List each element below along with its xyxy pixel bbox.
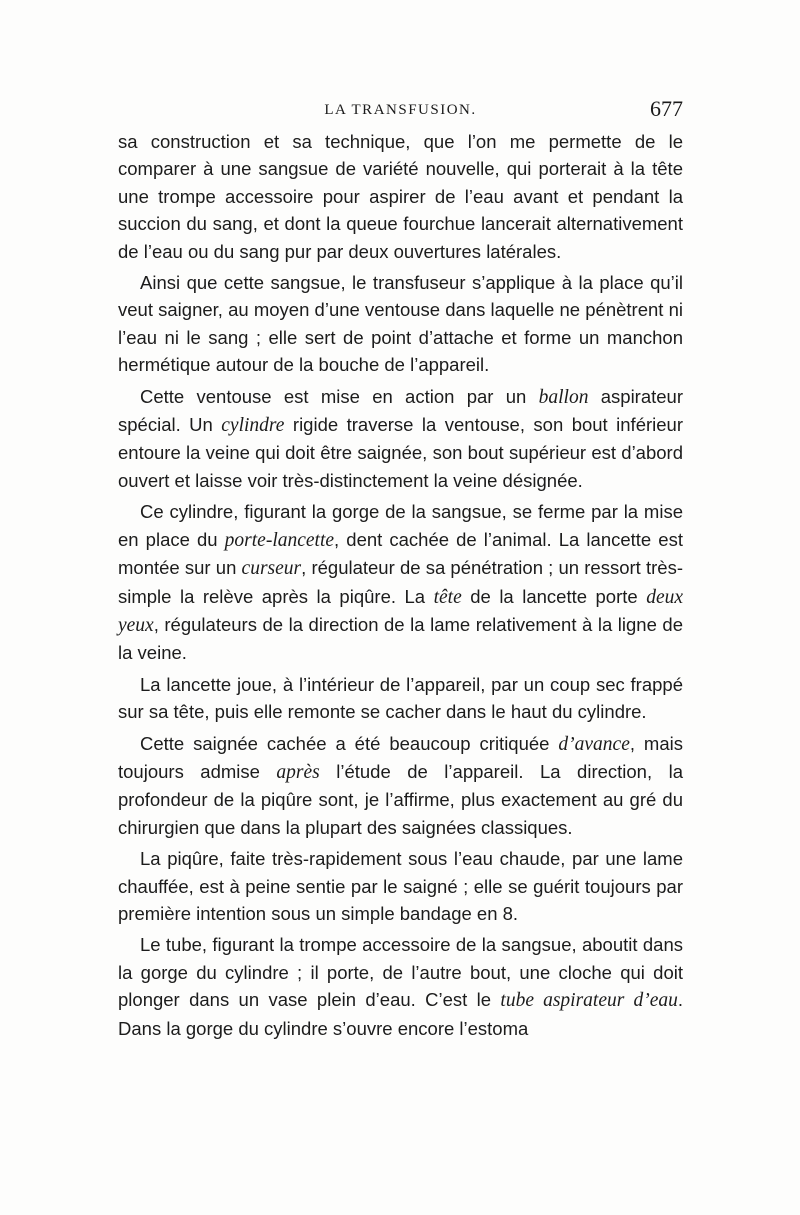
italic-term: après [276,761,320,783]
paragraph [118,269,683,379]
paragraph [118,845,683,927]
italic-term: porte-lancette [224,529,335,551]
text-run: sa construction et sa technique, que l’on me permette de le comparer à une sangsue de variété nouvelle, qui porterait à la tête une trompe accessoire pour aspirer de l’eau avant et pendant la succion du sang, et dont la queue fourchue lancerait alternativement de l’eau ou du sang pur par deux ouvertures latérales. [118,131,683,262]
italic-term: deux yeux [118,586,683,636]
paragraph [118,383,683,495]
italic-term: tube aspirateur d’eau [500,990,678,1012]
italic-term: cylindre [221,415,285,437]
paragraph [118,931,683,1042]
paragraph [118,671,683,726]
paragraph [118,498,683,666]
text-run: , régulateurs de la direction de la lame relativement à la ligne de la veine. [118,613,683,664]
page-header [118,96,683,126]
text-run: Ce cylindre, figurant la gorge de la sangsue, se ferme par la mise en place du [118,501,683,550]
paragraph [118,128,683,265]
italic-term: d’avance [558,733,630,755]
text-run: , mais toujours admise [118,732,683,782]
text-run: l’étude de l’appareil. La direction, la profondeur de la piqûre sont, je l’affirme, plus exactement au gré du chirurgien que dans la plupart des saignées classiques. [118,760,683,838]
body-text [118,128,683,1046]
running-title: LA TRANSFUSION. [324,102,477,118]
text-run: Cette saignée cachée a été beaucoup critiquée [140,732,559,754]
text-run: rigide traverse la ventouse, son bout inférieur entoure la veine qui doit être saignée, son bout supérieur est d’abord ouvert et laisse voir très-distinctement la veine désignée. [118,414,683,491]
text-run: Cette ventouse est mise en action par un [140,385,539,407]
text-run: , régulateur de sa pénétration ; un ressort très-simple la relève après la piqûre. La [118,557,683,607]
italic-term: curseur [241,558,302,580]
paragraph [118,730,683,842]
text-run: La piqûre, faite très-rapidement sous l’eau chaude, par une lame chauffée, est à peine sentie par le saigné ; elle se guérit toujours par première intention sous un simple bandage en 8. [118,848,683,924]
text-run: Le tube, figurant la trompe accessoire de la sangsue, aboutit dans la gorge du cylindre ; il porte, de l’autre bout, une cloche qui doit plonger dans un vase plein d’eau. C’est le [118,934,683,1011]
text-run: de la lancette porte [461,585,647,607]
italic-term: tête [433,586,462,608]
page-number: 677 [650,96,683,121]
italic-term: ballon [538,386,589,408]
text-run: La lancette joue, à l’intérieur de l’appareil, par un coup sec frappé sur sa tête, puis elle remonte se cacher dans le haut du cylindre. [118,673,683,723]
text-run: , dent cachée de l’animal. La lancette est montée sur un [118,528,683,579]
text-run: Ainsi que cette sangsue, le transfuseur s’applique à la place qu’il veut saigner, au moyen d’une ventouse dans laquelle ne pénètrent ni l’eau ni le sang ; elle sert de point d’attache et forme un manchon hermétique autour de la bouche de l’appareil. [118,272,683,376]
text-run: . Dans la gorge du cylindre s’ouvre encore l’estoma [118,989,683,1039]
text-run: aspirateur spécial. Un [118,385,684,436]
